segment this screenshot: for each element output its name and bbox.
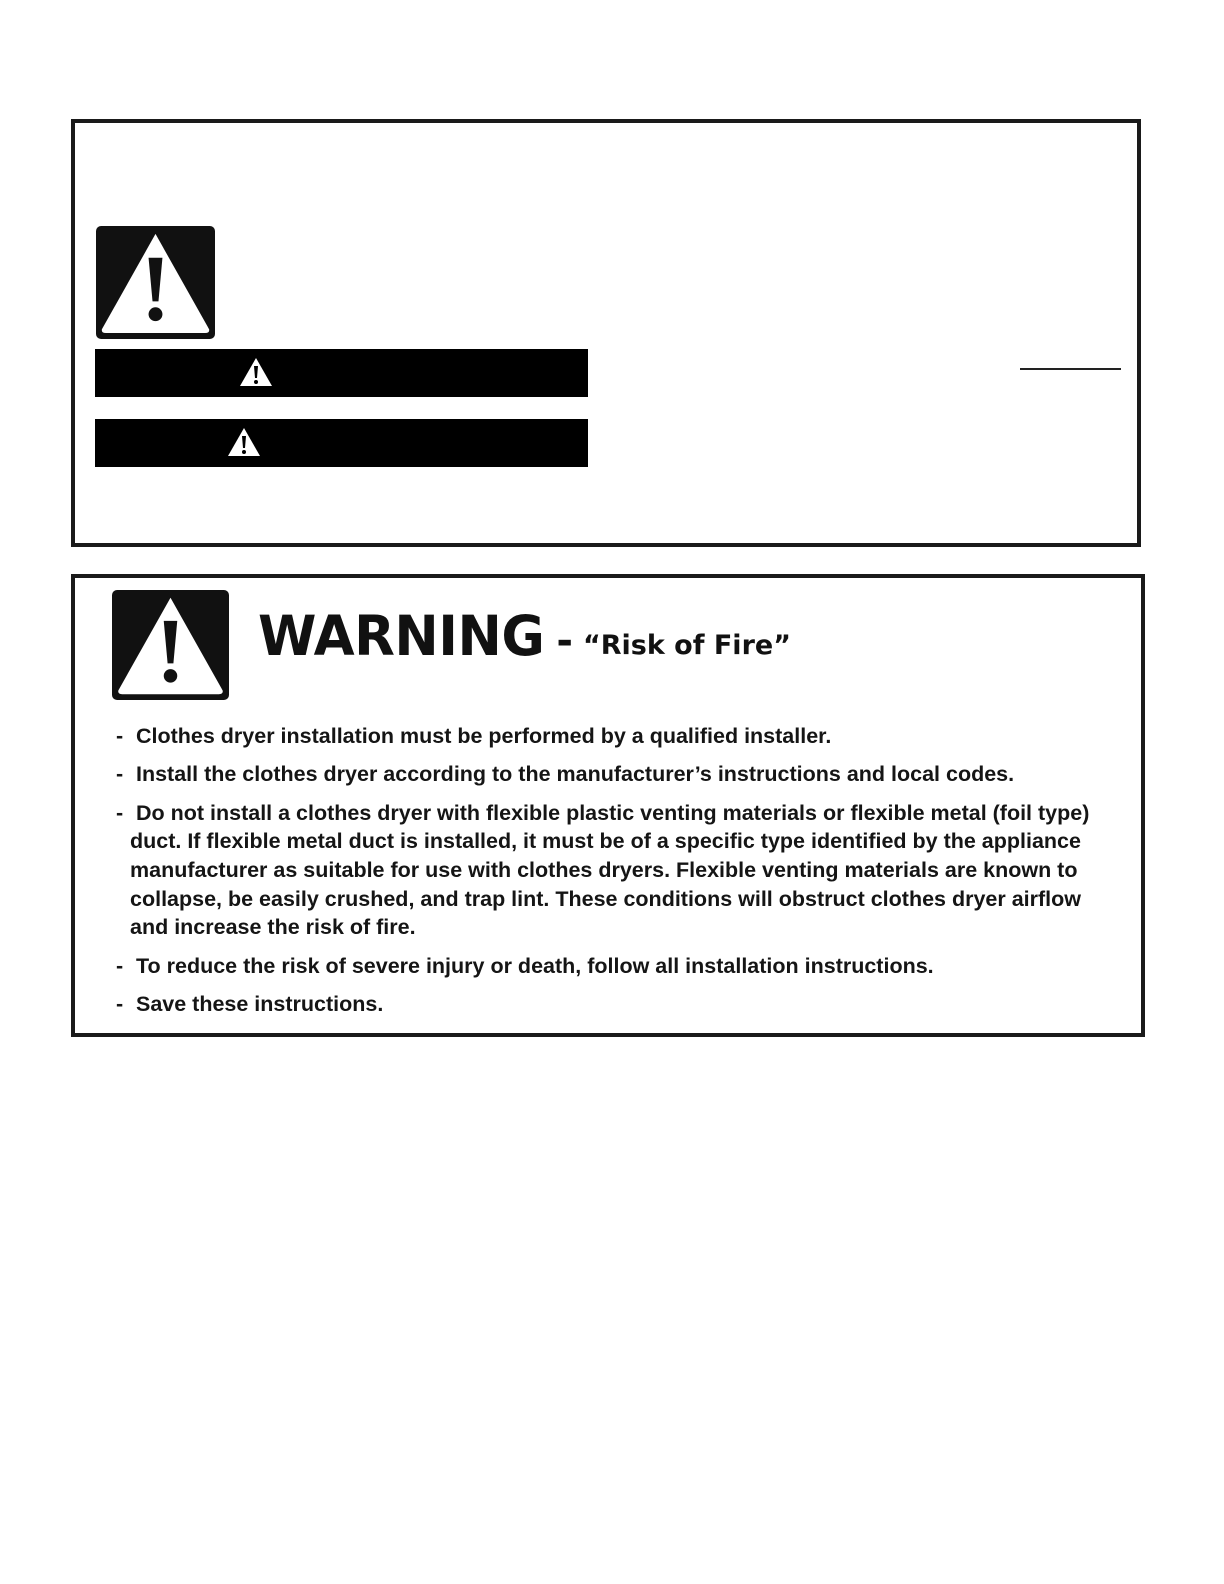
warning-instructions-list: [116, 722, 1116, 1028]
list-item: - Save these instructions.: [116, 991, 384, 1016]
list-item: - To reduce the risk of severe injury or death, follow all installation instructions.: [116, 953, 934, 978]
list-item: - Install the clothes dryer according to the manufacturer’s instructions and local codes.: [116, 762, 1015, 787]
safety-message-box: [71, 119, 1141, 547]
warning-subtitle: “Risk of Fire”: [582, 630, 791, 661]
fire-warning-box: [71, 574, 1145, 1037]
small-alert-triangle-icon: [227, 427, 261, 457]
danger-signal-bar: [95, 349, 588, 397]
warning-heading: [258, 604, 791, 669]
small-alert-triangle-icon: [239, 357, 273, 387]
safety-alert-triangle-icon: [96, 226, 215, 339]
underline-rule: [1020, 368, 1121, 370]
safety-alert-triangle-icon: [112, 590, 229, 700]
warning-signal-bar: [95, 419, 588, 467]
warning-signal-word: WARNING: [258, 604, 545, 669]
list-item: - Do not install a clothes dryer with flexible plastic venting materials or flexible metal (foil type) duct. If flexible metal duct is installed, it must be of a specific type identified by the appliance manufacturer as suitable for use with clothes dryers. Flexible venting materials are known to collapse, be easily crushed, and trap lint. These conditions will obstruct clothes dryer airflow and increase the risk of fire.: [116, 800, 1090, 940]
heading-separator: -: [556, 618, 573, 664]
list-item: - Clothes dryer installation must be performed by a qualified installer.: [116, 724, 832, 748]
